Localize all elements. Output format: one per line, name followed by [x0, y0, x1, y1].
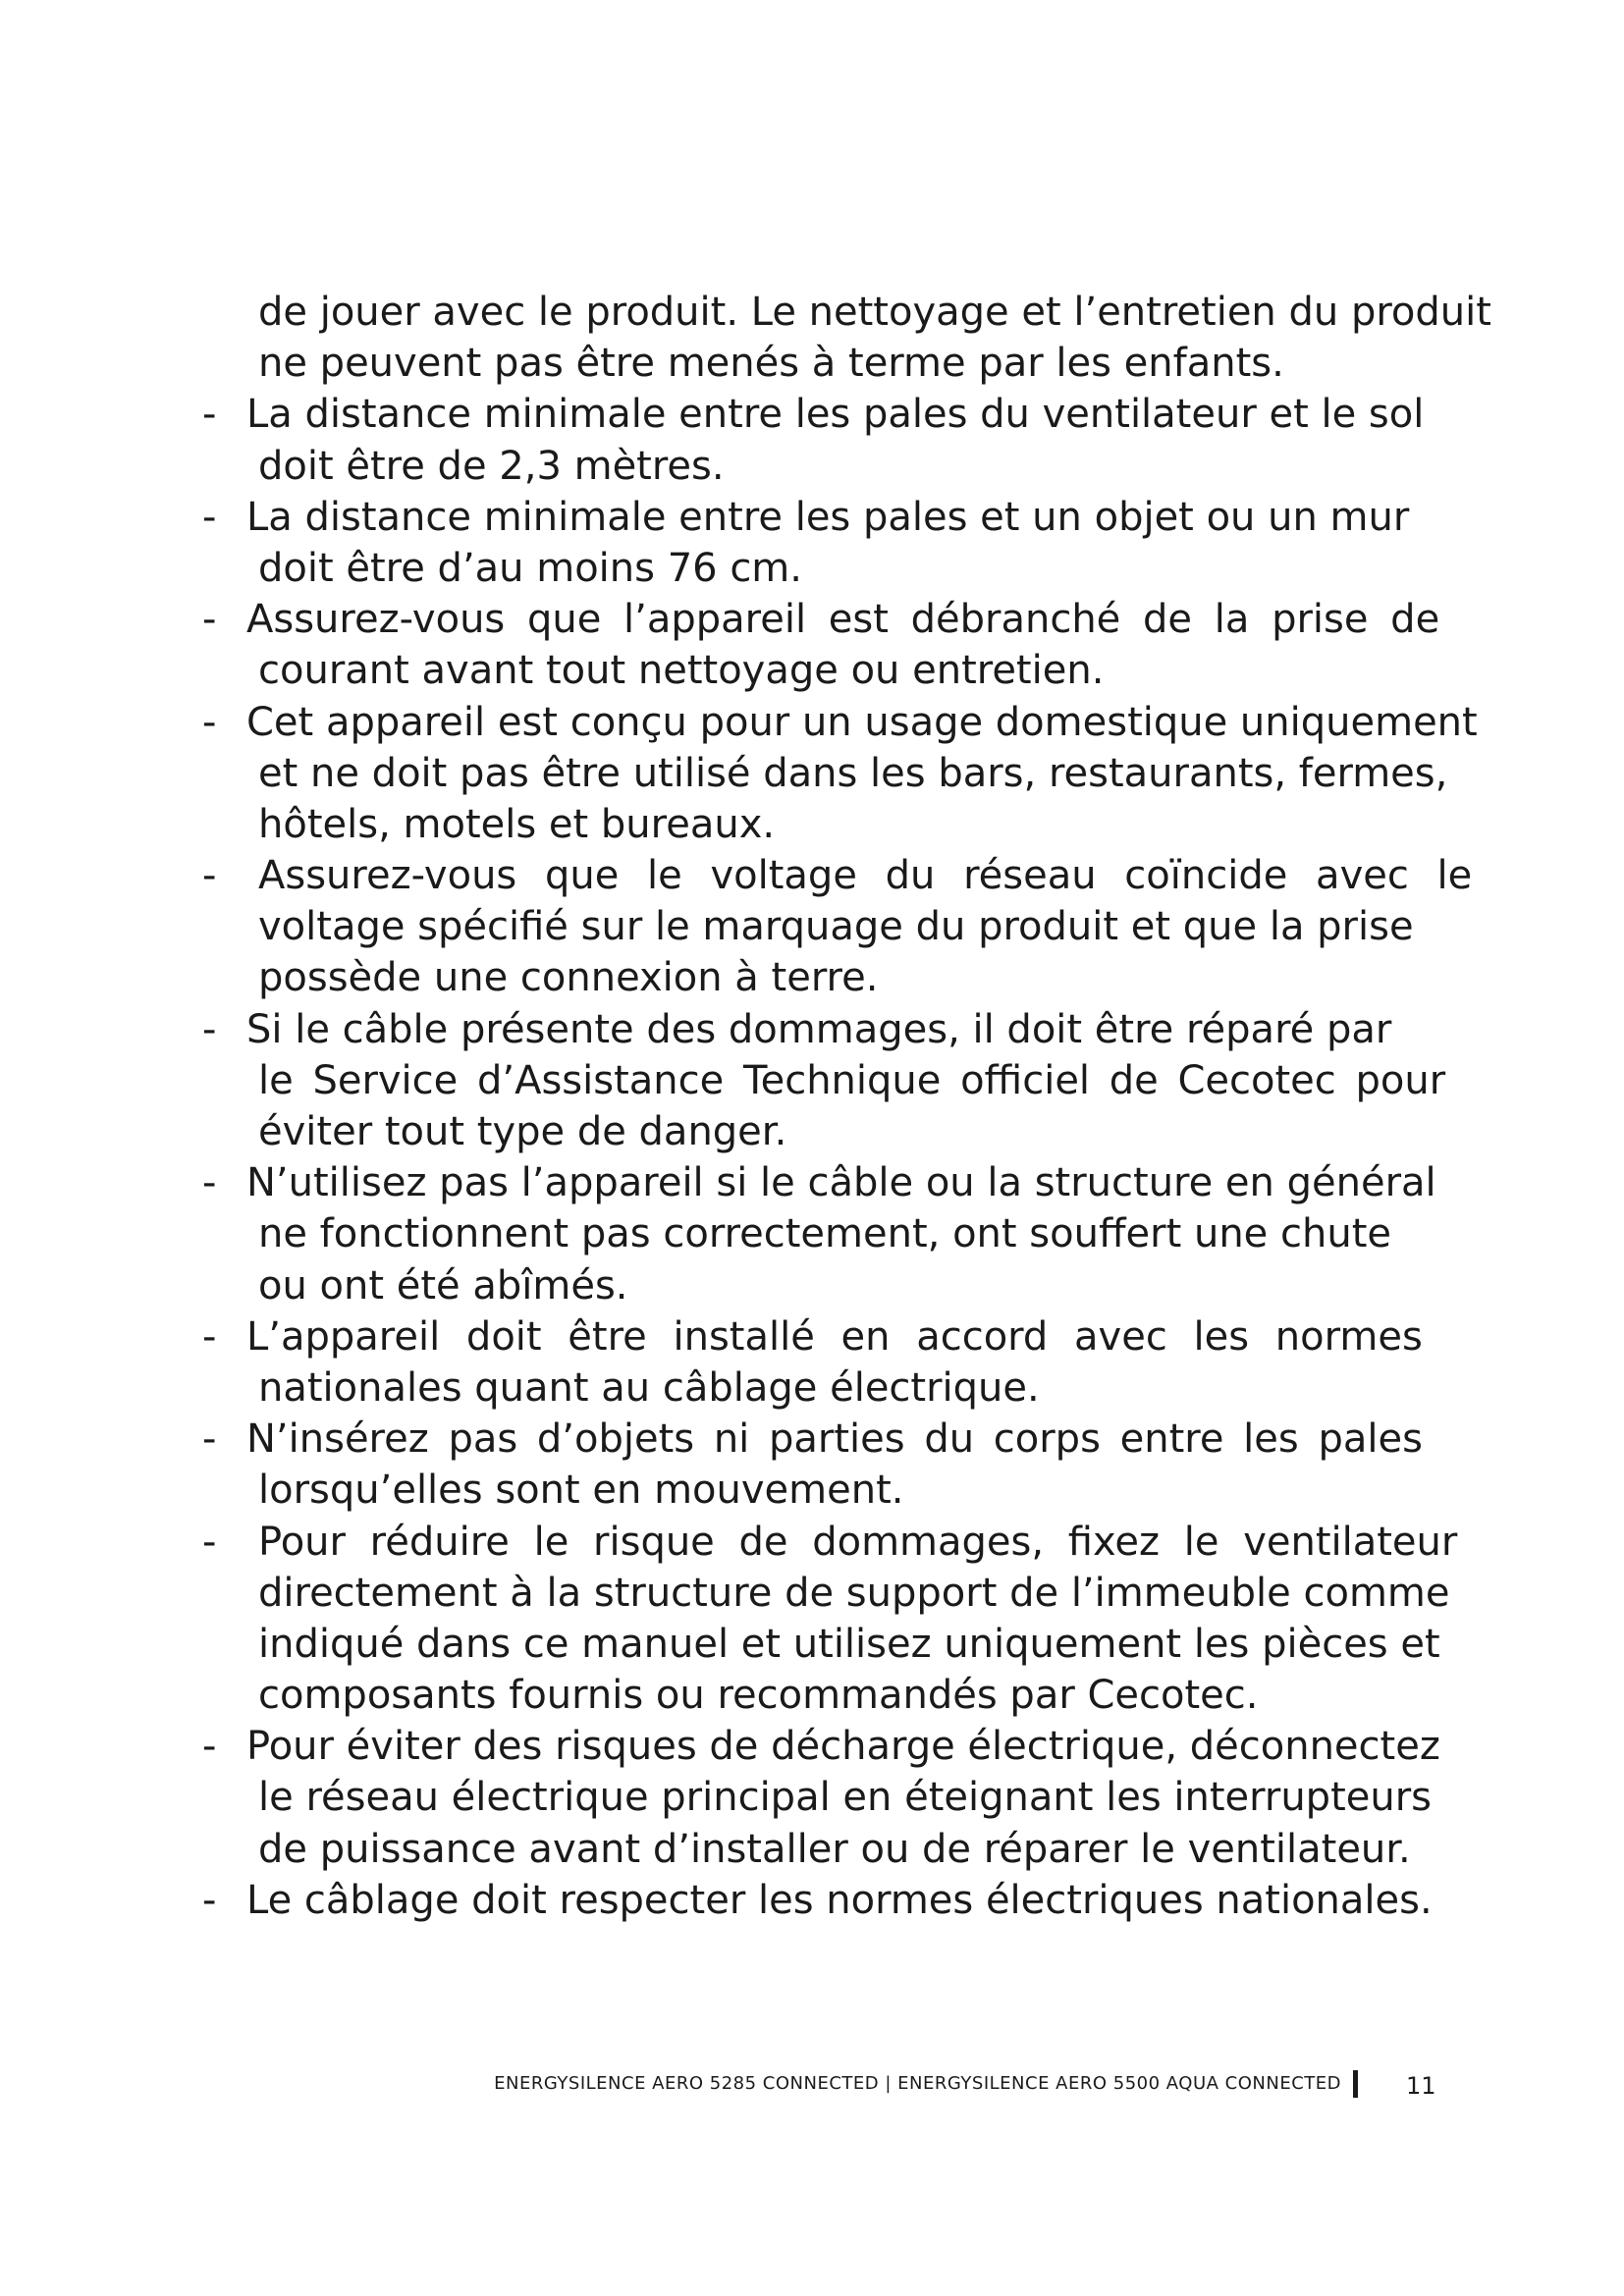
footer-product-names: ENERGYSILENCE AERO 5285 CONNECTED | ENERGYSILENCE AERO 5500 AQUA CONNECTED [494, 2073, 1341, 2094]
text-line: le Service d’Assistance Technique officiel de Cecotec pour [258, 1057, 1446, 1103]
list-item-text: Pour réduire le risque de dommages, fixez le ventilateur [258, 1519, 1458, 1565]
bullet-dash: - [202, 1519, 217, 1565]
list-item-text: Cet appareil est conçu pour un usage domestique uniquement [246, 699, 1478, 745]
text-line: doit être d’au moins 76 cm. [258, 545, 802, 591]
text-line: doit être de 2,3 mètres. [258, 443, 725, 489]
bullet-dash: - [202, 1416, 217, 1463]
bullet-dash: - [202, 1160, 217, 1206]
text-line: ne fonctionnent pas correctement, ont souffert une chute [258, 1211, 1391, 1257]
list-item [202, 697, 1479, 748]
list-item [202, 594, 1479, 645]
page-number: 11 [1406, 2072, 1436, 2100]
text-line: directement à la structure de support de l’immeuble comme [258, 1570, 1450, 1616]
text-line: le réseau électrique principal en éteignant les interrupteurs [258, 1775, 1432, 1821]
bullet-dash: - [202, 1006, 217, 1052]
text-line: hôtels, motels et bureaux. [258, 801, 776, 847]
list-item-text: La distance minimale entre les pales du ventilateur et le sol [246, 392, 1425, 438]
list-item-text: Assurez-vous que l’appareil est débranché de la prise de [246, 597, 1440, 643]
bullet-dash: - [202, 853, 217, 899]
safety-instructions-body [202, 287, 1491, 1926]
list-item-text: L’appareil doit être installé en accord avec les normes [246, 1313, 1423, 1360]
list-item-text: La distance minimale entre les pales et un objet ou un mur [246, 494, 1410, 540]
list-item [202, 1517, 1479, 1568]
list-item [202, 492, 1479, 543]
bullet-dash: - [202, 494, 217, 540]
text-line: ou ont été abîmés. [258, 1262, 628, 1308]
text-line: lorsqu’elles sont en mouvement. [258, 1468, 904, 1514]
text-line: indiqué dans ce manuel et utilisez uniquement les pièces et [258, 1621, 1440, 1667]
list-item [202, 1311, 1479, 1362]
text-line: nationales quant au câblage électrique. [258, 1364, 1040, 1411]
list-item [202, 1157, 1479, 1208]
list-item-text: N’utilisez pas l’appareil si le câble ou la structure en général [246, 1160, 1436, 1206]
bullet-dash: - [202, 1724, 217, 1770]
list-item [202, 1004, 1479, 1055]
list-item [202, 850, 1479, 901]
text-line: voltage spécifié sur le marquage du produit et que la prise [258, 904, 1414, 950]
bullet-dash: - [202, 1877, 217, 1923]
list-item-text: Si le câble présente des dommages, il doit être réparé par [246, 1006, 1392, 1052]
bullet-dash: - [202, 597, 217, 643]
list-item [202, 1721, 1479, 1772]
text-line: de jouer avec le produit. Le nettoyage et l’entretien du produit [258, 290, 1491, 335]
list-item [202, 1875, 1479, 1926]
footer-divider [1353, 2070, 1358, 2098]
bullet-dash: - [202, 1313, 217, 1360]
text-line: courant avant tout nettoyage ou entretien. [258, 648, 1105, 694]
list-item [202, 1414, 1479, 1465]
bullet-dash: - [202, 392, 217, 438]
text-line: de puissance avant d’installer ou de réparer le ventilateur. [258, 1826, 1411, 1872]
text-line: composants fournis ou recommandés par Cecotec. [258, 1673, 1259, 1719]
page-footer [0, 2066, 1624, 2102]
list-item-text: Pour éviter des risques de décharge électrique, déconnectez [246, 1724, 1440, 1770]
list-item-text: N’insérez pas d’objets ni parties du corps entre les pales [246, 1416, 1423, 1463]
bullet-dash: - [202, 699, 217, 745]
text-line: possède une connexion à terre. [258, 955, 879, 1001]
list-item-text: Assurez-vous que le voltage du réseau coïncide avec le [258, 853, 1473, 899]
text-line: éviter tout type de danger. [258, 1109, 787, 1154]
text-line: ne peuvent pas être menés à terme par les enfants. [258, 341, 1284, 387]
list-item-text: Le câblage doit respecter les normes électriques nationales. [246, 1877, 1433, 1923]
text-line: et ne doit pas être utilisé dans les bars, restaurants, fermes, [258, 750, 1448, 796]
list-item [202, 389, 1479, 440]
